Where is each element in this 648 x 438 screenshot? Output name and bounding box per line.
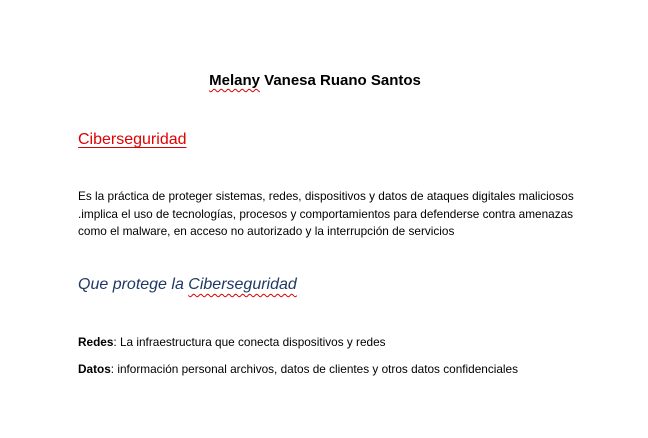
item-term: Redes: [78, 335, 114, 349]
paragraph-line: Es la práctica de proteger sistemas, redes, dispositivos y datos de ataques digitales maliciosos: [78, 189, 574, 203]
list-item-datos: [78, 362, 518, 376]
item-text: : La infraestructura que conecta dispositivos y redes: [113, 335, 386, 349]
paragraph-line: .implica el uso de tecnologías, procesos y comportamientos para defenderse contra amenazas: [78, 206, 574, 221]
heading-que-protege: [78, 276, 297, 294]
author-name: [0, 72, 630, 89]
author-first-name: Melany: [209, 72, 260, 89]
author-rest-name: Vanesa Ruano Santos: [259, 72, 421, 89]
definition-paragraph: [78, 188, 598, 241]
item-term: Datos: [78, 362, 111, 376]
heading-2-term: Ciberseguridad: [188, 276, 297, 293]
list-item-redes: [78, 335, 386, 349]
heading-2-prefix: Que protege la: [78, 276, 189, 293]
heading-ciberseguridad: Ciberseguridad: [78, 131, 187, 148]
paragraph-line: como el malware, en acceso no autorizado y la interrupción de servicios: [78, 224, 455, 238]
item-text: : información personal archivos, datos de clientes y otros datos confidenciales: [110, 362, 518, 376]
